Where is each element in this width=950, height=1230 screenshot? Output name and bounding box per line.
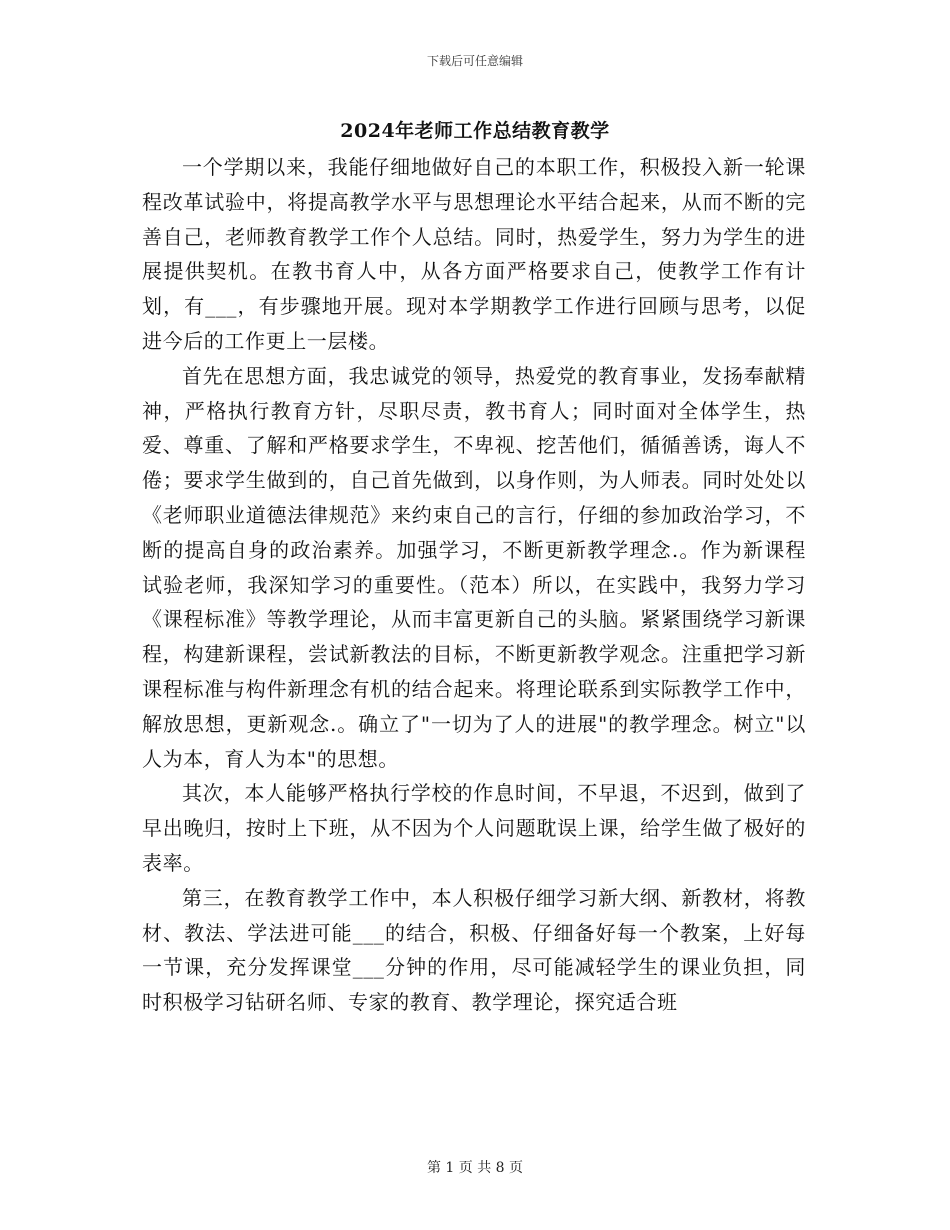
document-title: 2024年老师工作总结教育教学 xyxy=(340,120,610,142)
document-body xyxy=(142,150,806,1020)
page-number: 第 1 页 共 8 页 xyxy=(426,1160,524,1176)
paragraph-ideology: 首先在思想方面，我忠诚党的领导，热爱党的教育事业，发扬奉献精神，严格执行教育方针，尽职尽责，教书育人；同时面对全体学生，热爱、尊重、了解和严格要求学生，不卑视、挖苦他们，循循善诱，诲人不倦；要求学生做到的，自己首先做到，以身作则，为人师表。同时处处以《老师职业道德法律规范》来约束自己的言行，仔细的参加政治学习，不断的提高自身的政治素养。加强学习，不断更新教学理念.。作为新课程试验老师，我深知学习的重要性。（范本）所以，在实践中，我努力学习《课程标准》等教学理论，从而丰富更新自己的头脑。紧紧围绕学习新课程，构建新课程，尝试新教法的目标，不断更新教学观念。注重把学习新课程标准与构件新理念有机的结合起来。将理论联系到实际教学工作中，解放思想，更新观念.。确立了"一切为了人的进展"的教学理念。树立"以人为本，育人为本"的思想。 xyxy=(142,363,806,771)
header-note: 下载后可任意编辑 xyxy=(426,54,523,68)
paragraph-teaching: 第三，在教育教学工作中，本人积极仔细学习新大纲、新教材，将教材、教法、学法进可能___的结合，积极、仔细备好每一个教案，上好每一节课，充分发挥课堂___分钟的作用，尽可能减轻学生的课业负担，同时积极学习钻研名师、专家的教育、教学理论，探究适合班 xyxy=(142,885,806,1015)
paragraph-discipline: 其次，本人能够严格执行学校的作息时间，不早退，不迟到，做到了早出晚归，按时上下班，从不因为个人问题耽误上课，给学生做了极好的表率。 xyxy=(142,781,806,875)
paragraph-intro: 一个学期以来，我能仔细地做好自己的本职工作，积极投入新一轮课程改革试验中，将提高教学水平与思想理论水平结合起来，从而不断的完善自己，老师教育教学工作个人总结。同时，热爱学生，努力为学生的进展提供契机。在教书育人中，从各方面严格要求自己，使教学工作有计划，有___，有步骤地开展。现对本学期教学工作进行回顾与思考，以促进今后的工作更上一层楼。 xyxy=(142,155,806,353)
